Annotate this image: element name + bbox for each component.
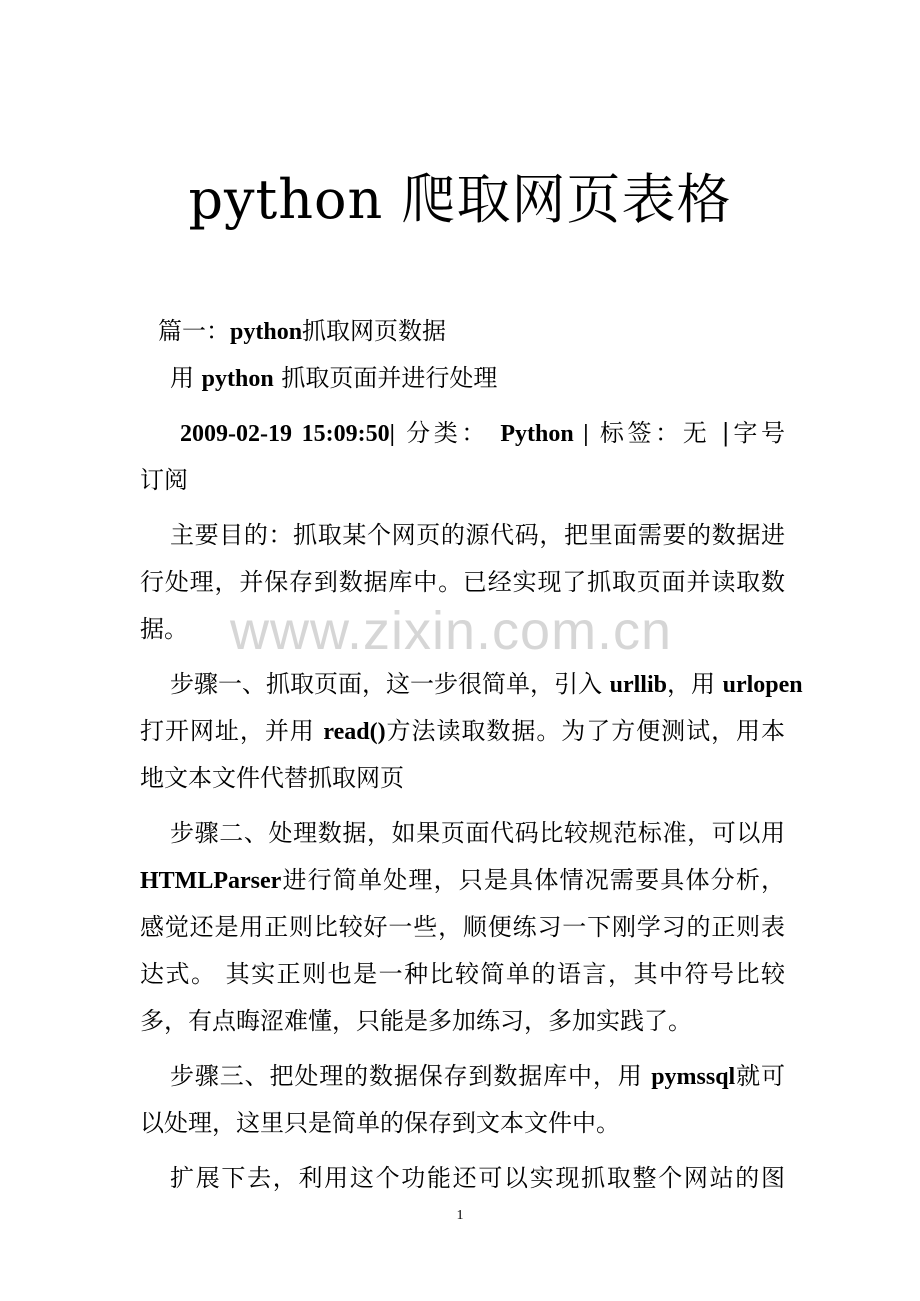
document-body <box>140 308 803 1202</box>
document-title: python 爬取网页表格 <box>188 168 732 231</box>
paragraph-purpose: 主要目的：抓取某个网页的源代码，把里面需要的数据进 行处理，并保存到数据库中。已经实现了抓取页面并读取数 据。 <box>140 521 785 643</box>
watermark: www.zixin.com.cn <box>230 601 673 661</box>
post-date: 2009-02-19 15:09:50| <box>180 421 395 447</box>
paragraph-step2: 步骤二、处理数据，如果页面代码比较规范标准，可以用 HTMLParser进行简单处理，只是具体情况需要具体分析， 感觉还是用正则比较好一些，顺便练习一下刚学习的正则表 达式。 其实正则也是一种比较简单的语言，其中符号比较 多，有点晦涩难懂，只能是多加练习，多加实践了。 <box>140 819 785 1035</box>
page-number: 1 <box>456 1208 464 1223</box>
paragraph-extend: 扩展下去，利用这个功能还可以实现抓取整个网站的图 <box>170 1164 785 1192</box>
paragraph-step3: 步骤三、把处理的数据保存到数据库中，用 pymssql就可 以处理，这里只是简单的保存到文本文件中。 <box>140 1062 785 1137</box>
category-label: 分类： <box>406 419 490 447</box>
meta-line <box>140 410 785 457</box>
paragraph-step1: 步骤一、抓取页面，这一步很简单，引入 urllib，用 urlopen 打开网址，并用 read()方法读取数据。为了方便测试，用本 地文本文件代替抓取网页 <box>140 670 803 792</box>
subtitle: 用 python 抓取页面并进行处理 <box>170 364 498 392</box>
tag-label: 标签：无 <box>599 419 711 447</box>
category-link[interactable]: Python | <box>500 421 589 447</box>
font-size-link[interactable]: |字号 <box>721 419 785 447</box>
subscribe-link[interactable]: 订阅 <box>140 466 188 494</box>
section-heading: 篇一：python抓取网页数据 <box>158 317 447 345</box>
